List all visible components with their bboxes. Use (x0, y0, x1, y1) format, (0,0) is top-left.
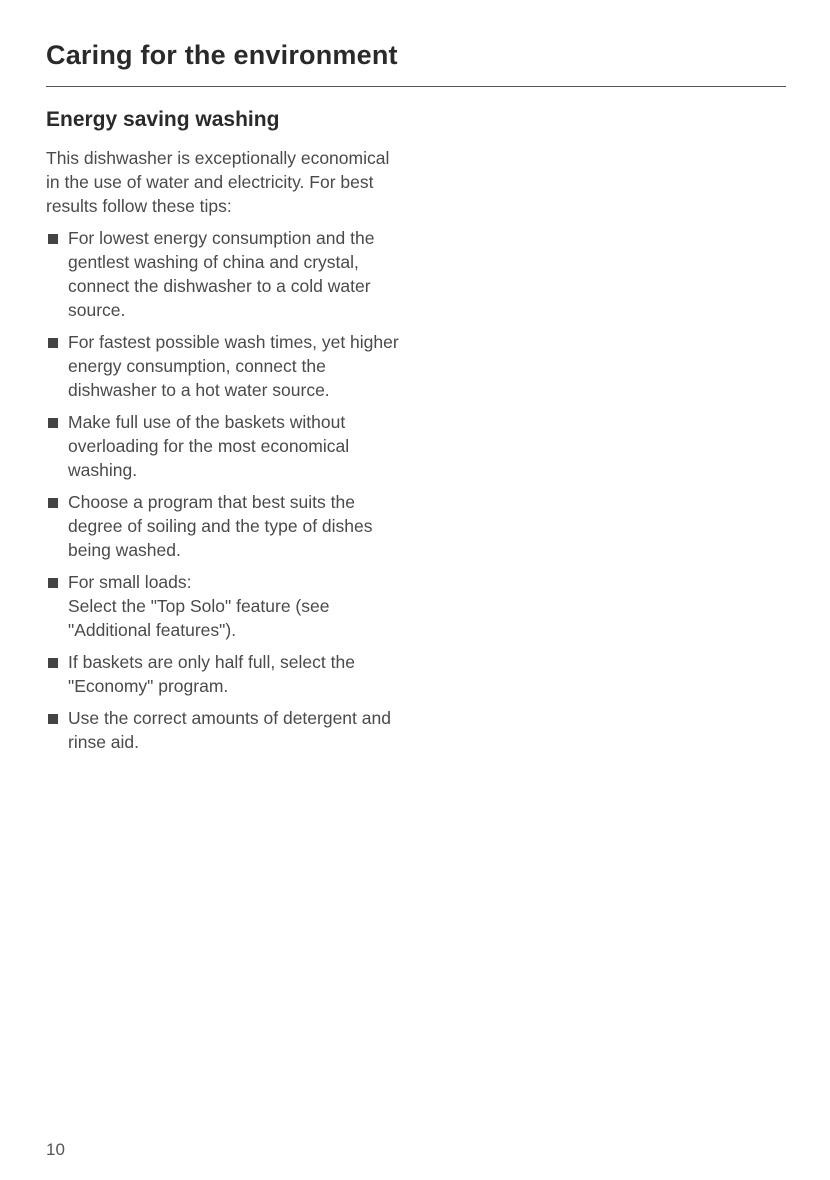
tip-text: For fastest possible wash times, yet higher energy consumption, connect the dishwasher to a hot water source. (68, 332, 399, 400)
tip-text: For lowest energy consumption and the gentlest washing of china and crystal, connect the dishwasher to a cold water source. (68, 228, 375, 320)
square-bullet-icon (48, 578, 58, 588)
tip-text: For small loads: (68, 572, 192, 592)
square-bullet-icon (48, 234, 58, 244)
page-title: Caring for the environment (46, 40, 398, 70)
square-bullet-icon (48, 418, 58, 428)
list-item (46, 330, 406, 402)
square-bullet-icon (48, 338, 58, 348)
list-item (46, 706, 406, 754)
page-number: 10 (46, 1140, 65, 1159)
square-bullet-icon (48, 658, 58, 668)
list-item (46, 410, 406, 482)
title-divider (46, 86, 786, 87)
intro-paragraph: This dishwasher is exceptionally economical in the use of water and electricity. For best results follow these tips: (46, 148, 390, 216)
section-content (46, 146, 406, 762)
list-item (46, 570, 406, 642)
list-item (46, 226, 406, 322)
tip-text-continued: Select the "Top Solo" feature (see "Additional features"). (68, 596, 330, 640)
tip-text: Choose a program that best suits the degree of soiling and the type of dishes being washed. (68, 492, 373, 560)
tip-text: If baskets are only half full, select the "Economy" program. (68, 652, 355, 696)
list-item (46, 490, 406, 562)
tip-text: Use the correct amounts of detergent and rinse aid. (68, 708, 391, 752)
list-item (46, 650, 406, 698)
tip-text: Make full use of the baskets without overloading for the most economical washing. (68, 412, 350, 480)
square-bullet-icon (48, 498, 58, 508)
square-bullet-icon (48, 714, 58, 724)
tips-list (46, 226, 406, 754)
section-heading: Energy saving washing (46, 108, 280, 131)
